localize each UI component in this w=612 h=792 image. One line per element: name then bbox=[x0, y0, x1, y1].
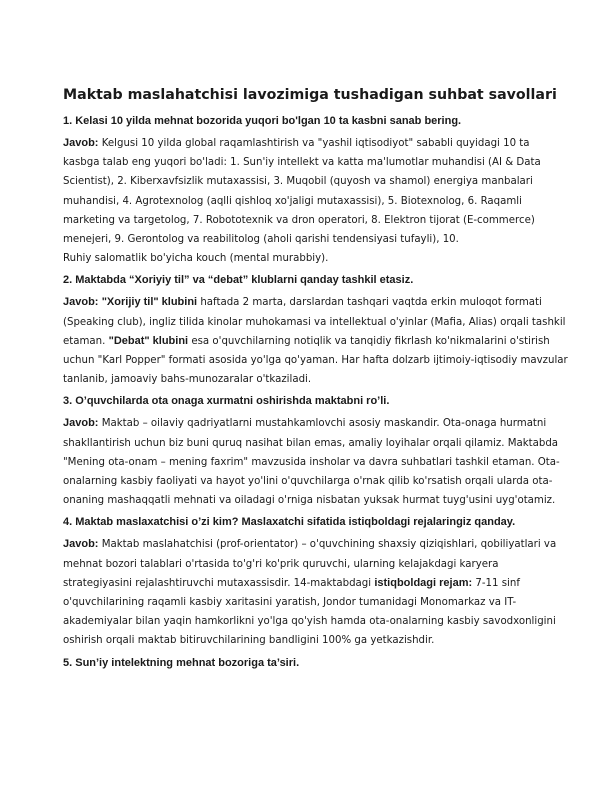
question-5: 5. Sun’iy intelektning mehnat bozoriga ta’siri. bbox=[63, 656, 300, 669]
answer-label: Javob: bbox=[63, 137, 99, 149]
question-2: 2. Maktabda “Xoriyiy til” va “debat” klublarni qanday tashkil etasiz. bbox=[63, 274, 414, 287]
question-1: 1. Kelasi 10 yilda mehnat bozorida yuqori bo'lgan 10 ta kasbni sanab bering. bbox=[63, 115, 462, 127]
page-title: Maktab maslahatchisi lavozimiga tushadigan suhbat savollari bbox=[63, 87, 557, 103]
answer-2-text-1: haftada 2 marta, darslardan tashqari vaqtda erkin muloqot formati (Speaking club), ingliz tilida kinolar muhokamasi va intellektual o'yinlar (Mafia, Alias) orqali tashkil etaman. bbox=[63, 297, 566, 347]
answer-3-text: Maktab – oilaviy qadriyatlarni mustahkamlovchi asosiy maskandir. Ota-onaga hurmatni shakllantirish uchun biz buni quruq nasihat bilan emas, amaliy loyihalar orqali qilamiz. Maktabda "Mening ota-onam – mening faxrim" mavzusida insholar va davra suhbatlari tashkil etaman. Ota-onalarning kasbiy faoliyati va hayot yo'lini o'quvchilarga o'rnak qilib ko'rsatish orqali ularda ota-onaning mashaqqatli mehnati va oiladagi o'rniga nisbatan yuksak hurmat tuyg'usini uyg'otamiz. bbox=[63, 418, 560, 507]
answer-4-text-1: Maktab maslahatchisi (prof-orientator) – o'quvchining shaxsiy qiziqishlari, qobiliyatlari va mehnat bozori talablari o'rtasida to'g'ri ko'prik quruvchi, ularning kelajakdagi karyera strategiyasini rejalashtiruvchi mutaxassisdir. 14-maktabdagi bbox=[63, 539, 557, 589]
answer-1-extra: Ruhiy salomatlik bo'yicha kouch (mental murabbiy). bbox=[63, 253, 329, 265]
answer-label: Javob: bbox=[63, 417, 99, 430]
document-content bbox=[63, 86, 568, 676]
answer-label: Javob: bbox=[63, 296, 99, 309]
answer-2 bbox=[63, 293, 568, 389]
question-3: 3. O’quvchilarda ota onaga xurmatni oshirishda maktabni ro’li. bbox=[63, 395, 390, 408]
answer-1 bbox=[63, 134, 568, 268]
answer-2-bold-foreign-language: "Xorijiy til" klubini bbox=[101, 296, 198, 309]
answer-2-text-2: esa o'quvchilarning notiqlik va tanqidiy fikrlash ko'nikmalarini o'stirish uchun "Karl Popper" formati asosida yo'lga qo'yaman. Har hafta dolzarb ijtimoiy-iqtisodiy mavzular tanlanib, jamoaviy bahs-munozaralar o'tkaziladi. bbox=[63, 335, 568, 386]
answer-3 bbox=[63, 414, 568, 510]
answer-4-bold-plans: istiqboldagi rejam: bbox=[374, 576, 473, 589]
answer-1-text: Kelgusi 10 yilda global raqamlashtirish va "yashil iqtisodiyot" sababli quyidagi 10 ta kasbga talab eng yuqori bo'ladi: 1. Sun'iy intellekt va katta ma'lumotlar muhandisi (AI & Data Scientist), 2. Kiberxavfsizlik mutaxassisi, 3. Muqobil (quyosh va shamol) energiya manbalari muhandisi, 4. Agrotexnolog (aqlli qishloq xo'jaligi mutaxassisi), 5. Biotexnolog, 6. Raqamli marketing va targetolog, 7. Robototexnik va dron operatori, 8. Elektron tijorat (E-commerce) menejeri, 9. Gerontolog va reabilitolog (aholi qarishi tendensiyasi tufayli), 10. bbox=[63, 138, 541, 246]
question-4: 4. Maktab maslaxatchisi o’zi kim? Maslaxatchi sifatida istiqboldagi rejalaringiz qanday. bbox=[63, 516, 516, 529]
answer-4 bbox=[63, 535, 568, 650]
answer-4-text-2: 7-11 sinf o'quvchilarining raqamli kasbiy xaritasini yaratish, Jondor tumanidagi Monomarkaz va IT-akademiyalar bilan yaqin hamkorlikni yo'lga qo'yish hamda ota-onalarning kasbiy savodxonligini oshirish orqali maktab bitiruvchilarining bandligini 100% ga yetkazishdir. bbox=[63, 577, 556, 647]
answer-label: Javob: bbox=[63, 538, 99, 551]
answer-2-bold-debate: "Debat" klubini bbox=[108, 334, 189, 347]
